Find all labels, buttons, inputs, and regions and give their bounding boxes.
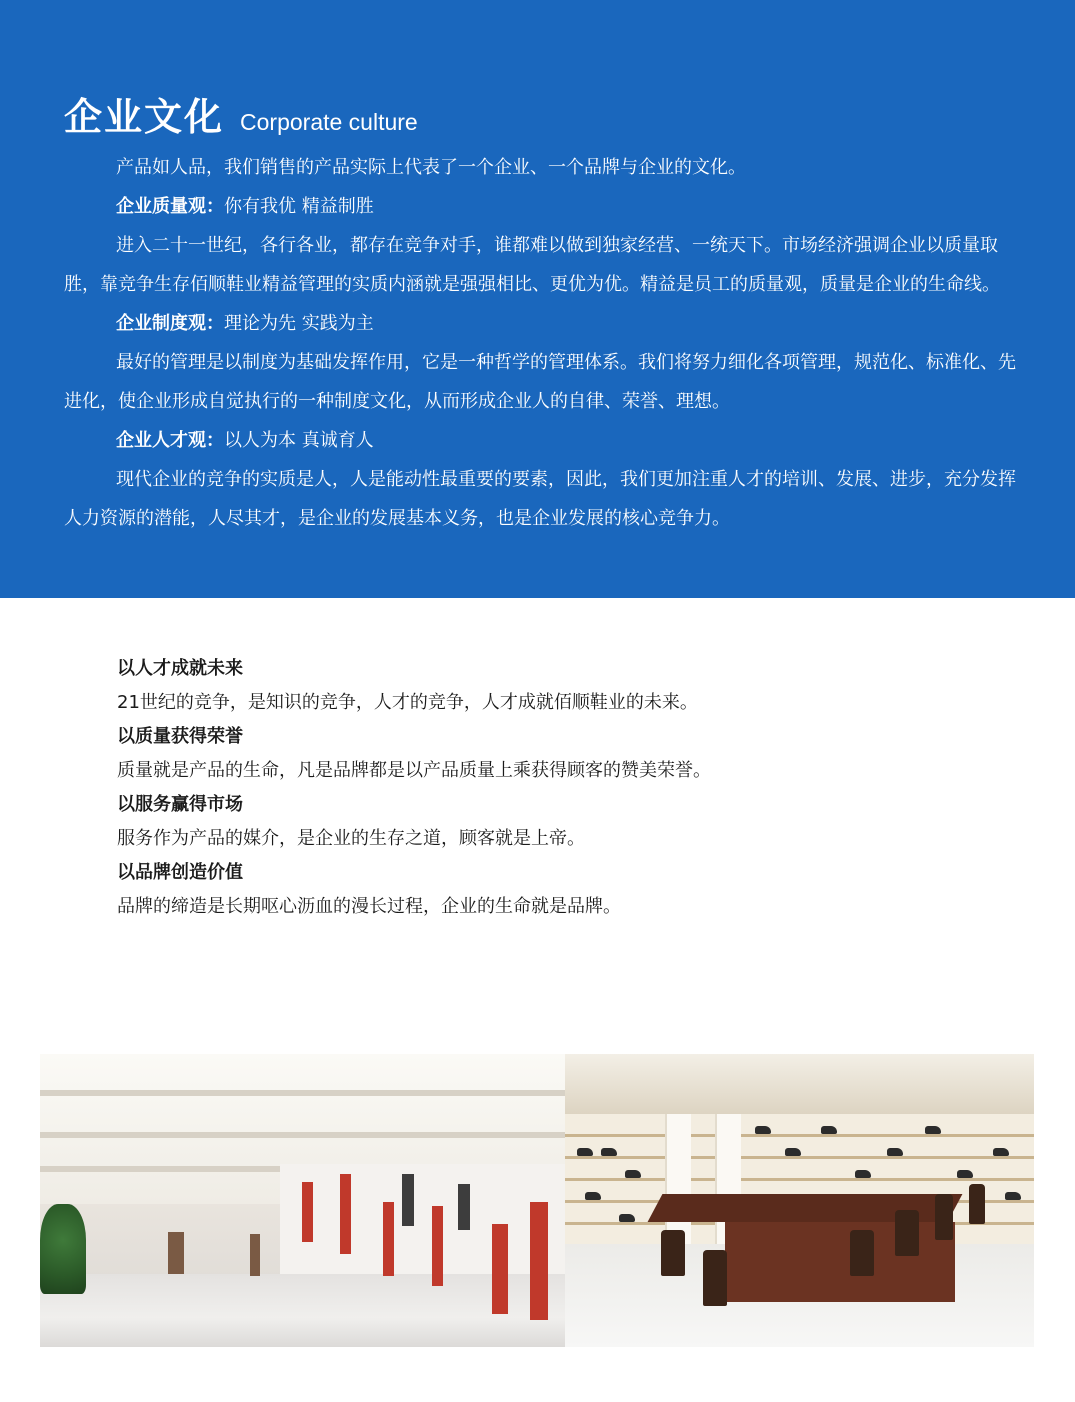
principle-heading: 以质量获得荣誉 bbox=[117, 726, 243, 747]
chair bbox=[895, 1210, 919, 1256]
quality-view-line bbox=[64, 187, 1024, 226]
wall-display-panel bbox=[383, 1202, 394, 1276]
showroom-photo bbox=[565, 1054, 1034, 1347]
quality-view-motto: 你有我优 精益制胜 bbox=[224, 196, 374, 217]
corridor-door bbox=[168, 1232, 184, 1274]
talent-view-text: 现代企业的竞争的实质是人，人是能动性最重要的要素，因此，我们更加注重人才的培训、发展、进步，充分发挥人力资源的潜能，人尽其才，是企业的发展基本义务，也是企业发展的核心竞争力。 bbox=[64, 469, 1016, 529]
talent-view-label: 企业人才观： bbox=[116, 430, 224, 451]
ceiling-light-band bbox=[40, 1132, 565, 1138]
principle-heading: 以服务赢得市场 bbox=[117, 794, 243, 815]
wall-display-panel bbox=[432, 1206, 443, 1286]
principle-text: 21世纪的竞争，是知识的竞争，人才的竞争，人才成就佰顺鞋业的未来。 bbox=[117, 692, 698, 713]
principle-text: 服务作为产品的媒介，是企业的生存之道，顾客就是上帝。 bbox=[117, 828, 585, 849]
corridor-photo bbox=[40, 1054, 565, 1347]
quality-view-label: 企业质量观： bbox=[116, 196, 224, 217]
corporate-culture-panel bbox=[0, 0, 1075, 598]
system-view-motto: 理论为先 实践为主 bbox=[224, 313, 374, 334]
principles-list bbox=[117, 652, 937, 924]
section-title bbox=[64, 86, 418, 141]
photo-strip bbox=[40, 1054, 1034, 1347]
wall-display-panel bbox=[402, 1174, 414, 1226]
shoe bbox=[855, 1170, 871, 1178]
shoe bbox=[887, 1148, 903, 1156]
system-view-label: 企业制度观： bbox=[116, 313, 224, 334]
chair bbox=[850, 1230, 874, 1276]
chair bbox=[703, 1250, 727, 1306]
shelf-row bbox=[565, 1134, 1034, 1137]
culture-body bbox=[64, 148, 1024, 538]
corridor-wall bbox=[280, 1164, 565, 1284]
ceiling-light-band bbox=[40, 1090, 565, 1096]
shoe bbox=[755, 1126, 771, 1134]
shoe bbox=[1005, 1192, 1021, 1200]
showroom-ceiling bbox=[565, 1054, 1034, 1114]
corridor-floor bbox=[40, 1274, 565, 1347]
corridor-door bbox=[250, 1234, 260, 1276]
shelf-row bbox=[565, 1178, 1034, 1181]
shelf-row bbox=[565, 1156, 1034, 1159]
potted-plant bbox=[40, 1204, 86, 1294]
shoe bbox=[957, 1170, 973, 1178]
principle-heading: 以人才成就未来 bbox=[117, 658, 243, 679]
chair bbox=[969, 1184, 985, 1224]
principle-heading: 以品牌创造价值 bbox=[117, 862, 243, 883]
shoe bbox=[625, 1170, 641, 1178]
wall-display-panel bbox=[340, 1174, 351, 1254]
shoe bbox=[619, 1214, 635, 1222]
system-view-line bbox=[64, 304, 1024, 343]
chair bbox=[661, 1230, 685, 1276]
intro-paragraph: 产品如人品，我们销售的产品实际上代表了一个企业、一个品牌与企业的文化。 bbox=[116, 157, 746, 178]
wall-display-panel bbox=[530, 1202, 548, 1320]
talent-view-line bbox=[64, 421, 1024, 460]
wall-display-panel bbox=[458, 1184, 470, 1230]
quality-view-text: 进入二十一世纪，各行各业，都存在竞争对手，谁都难以做到独家经营、一统天下。市场经济强调企业以质量取胜，靠竞争生存佰顺鞋业精益管理的实质内涵就是强强相比、更优为优。精益是员工的质量观，质量是企业的生命线。 bbox=[64, 235, 1000, 295]
principle-text: 质量就是产品的生命，凡是品牌都是以产品质量上乘获得顾客的赞美荣誉。 bbox=[117, 760, 711, 781]
system-view-text: 最好的管理是以制度为基础发挥作用，它是一种哲学的管理体系。我们将努力细化各项管理，规范化、标准化、先进化，使企业形成自觉执行的一种制度文化，从而形成企业人的自律、荣誉、理想。 bbox=[64, 352, 1016, 412]
shoe bbox=[821, 1126, 837, 1134]
talent-view-motto: 以人为本 真诚育人 bbox=[224, 430, 374, 451]
shoe bbox=[577, 1148, 593, 1156]
shoe bbox=[993, 1148, 1009, 1156]
shoe bbox=[601, 1148, 617, 1156]
shoe bbox=[925, 1126, 941, 1134]
title-chinese: 企业文化 bbox=[64, 95, 225, 139]
wall-display-panel bbox=[492, 1224, 508, 1314]
shoe bbox=[785, 1148, 801, 1156]
meeting-table bbox=[725, 1222, 955, 1302]
shoe bbox=[585, 1192, 601, 1200]
principle-text: 品牌的缔造是长期呕心沥血的漫长过程，企业的生命就是品牌。 bbox=[117, 896, 621, 917]
wall-display-panel bbox=[302, 1182, 313, 1242]
title-english: Corporate culture bbox=[240, 109, 418, 135]
chair bbox=[935, 1194, 953, 1240]
